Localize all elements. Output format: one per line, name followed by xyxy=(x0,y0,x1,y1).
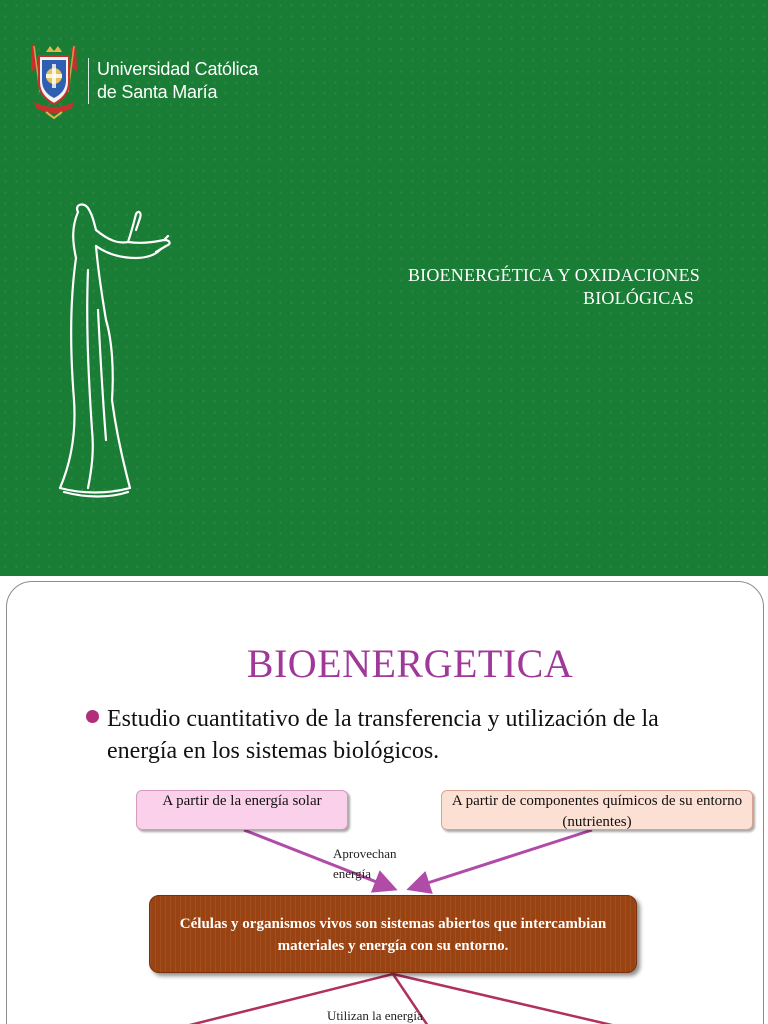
university-name-line2: de Santa María xyxy=(97,82,218,102)
slide-title: BIOENERGETICA xyxy=(246,641,574,686)
presentation-title xyxy=(300,264,700,310)
solar-energy-box: A partir de la energía solar xyxy=(136,790,348,830)
logo-divider xyxy=(88,58,89,104)
content-slide xyxy=(0,576,768,1024)
presentation-title-line2: BIOLÓGICAS xyxy=(582,288,694,308)
university-name-line1: Universidad Católica xyxy=(97,59,259,79)
praying-virgin-figure-icon xyxy=(52,200,177,500)
university-crest-icon xyxy=(26,42,82,120)
utilizan-label: Utilizan la energía xyxy=(327,1008,423,1023)
arrow-chemical-to-cells xyxy=(412,830,592,888)
bullet-text: Estudio cuantitativo de la transferencia y utilización de la energía en los sistemas biológicos. xyxy=(107,706,659,764)
aprovechan-label: Aprovechan energía xyxy=(333,846,397,881)
chemical-components-box: A partir de componentes químicos de su entorno (nutrientes) xyxy=(441,790,753,830)
presentation-title-line1: BIOENERGÉTICA Y OXIDACIONES xyxy=(407,265,700,285)
university-name xyxy=(97,58,258,104)
cells-open-systems-box: Células y organismos vivos son sistemas abiertos que intercambian materiales y energía con su entorno. xyxy=(149,895,637,973)
